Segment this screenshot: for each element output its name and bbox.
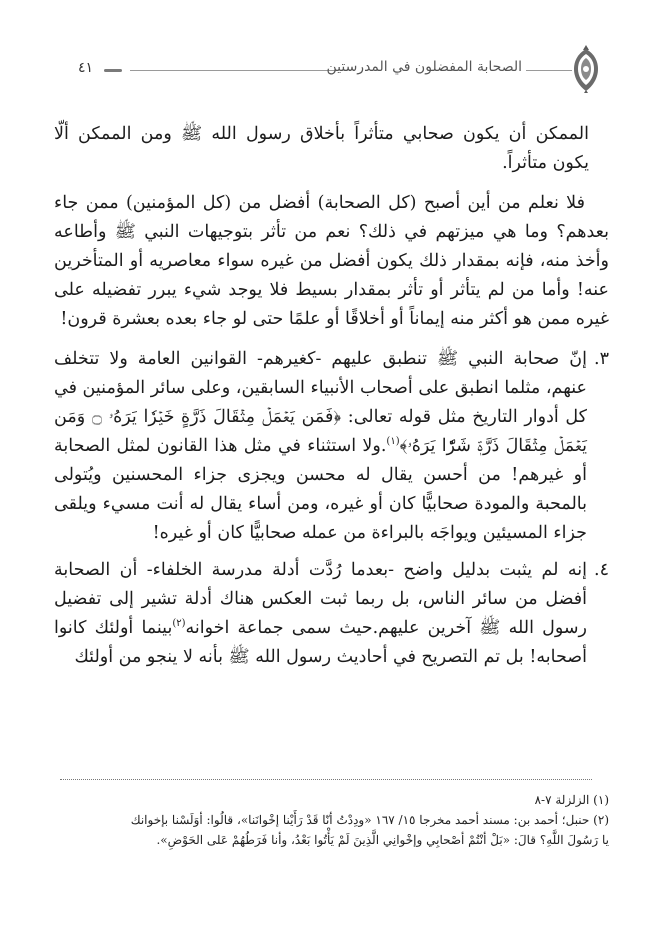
list-item-text: [54, 345, 587, 548]
footnotes: [49, 790, 609, 850]
paragraph: فلا نعلم من أين أصبح (كل الصحابة) أفضل من (كل المؤمنين) ممن جاء بعدهم؟ وما هي ميزتهم في ذلك؟ نعم من تأثر بتوجيهات النبي ﷺ وأطاعه وأخذ منه، فإنه بمقدار ذلك يكون أفضل من غيره سواء معاصريه أو المتأخرين عنه! وأما من لم يتأثر أو تأثر بمقدار بسيط فلا يوجد شيء يبرر تفضيله على غيره ممن هو أكثر منه إيماناً أو أخلاقًا أو علمًا حتى لو جاء بعده بعشرة قرون!: [54, 193, 609, 329]
text-segment: بينما أولئك كانوا أصحابه! بل تم التصريح في أحاديث رسول الله ﷺ بأنه لا ينجو من أولئك: [54, 618, 587, 667]
footnote-ref[interactable]: (١): [386, 436, 400, 448]
list-item-text: [54, 556, 587, 672]
text-segment: .ولا استثناء في مثل هذا القانون لمثل الصحابة أو غيرهم! من أحسن يقال له محسن ويجزى جزاء المحسنين ويُتولى بالمحبة والمودة صحابيًّا كان أو غيره، ومن أساء يقال له أنت مسيء ويلقى جزاء المسيئين ويواجَه بالبراءة من عمله صحابيًّا كان أو غيره!: [54, 436, 587, 543]
list-item-number: ٣.: [594, 349, 609, 369]
running-title: الصحابة المفضلون في المدرستين: [326, 59, 522, 75]
list-item: [54, 556, 609, 672]
list-item-number: ٤.: [594, 560, 609, 580]
page-number: ٤١: [78, 60, 94, 76]
quran-verse: ﴿فَمَن يَعۡمَلۡ مِثۡقَالَ ذَرَّةٍ خَيۡرٗا يَرَهُۥ ۝ وَمَن يَعۡمَلۡ مِثۡقَالَ ذَرَّةٖ شَرّٗا يَرَهُۥ﴾: [54, 407, 587, 456]
page-number-dash: [104, 69, 122, 72]
paragraph: الممكن أن يكون صحابي متأثراً بأخلاق رسول الله ﷺ ومن الممكن ألّا يكون متأثراً.: [54, 124, 589, 173]
list-item: [54, 345, 609, 548]
main-text: [54, 120, 609, 680]
text-segment: إنه لم يثبت بدليل واضح -بعدما رُدَّت أدلة مدرسة الخلفاء- أن الصحابة أفضل من سائر الناس، بل ربما ثبت العكس هناك أدلة تشير إلى تفضيل رسول الله ﷺ آخرين عليهم.حيث سمى جماعة اخوانه: [54, 560, 587, 638]
footnote: (١) الزلزلة ٧-٨: [534, 793, 609, 807]
text-segment: إنّ صحابة النبي ﷺ تنطبق عليهم -كغيرهم- القوانين العامة ولا تتخلف عنهم، مثلما انطبق على أصحاب الأنبياء السابقين، وعلى سائر المؤمنين في كل أدوار التاريخ مثل قوله تعالى:: [54, 349, 588, 427]
ornament-lantern-icon: [571, 44, 601, 94]
footnote-ref[interactable]: (٢): [172, 618, 186, 630]
header-rule-left: [130, 70, 336, 71]
footnote-continuation: يا رَسُولَ اللَّهِ؟ قالَ: «بَلْ أنْتُمْ أصْحابِي وإخْوانِي الَّذِينَ لَمْ يَأْتُوا بَعْدُ، وأنا فَرَطُهُمْ عَلى الحَوْضِ».: [156, 833, 609, 847]
header-rule-right: [526, 70, 572, 71]
footnote-separator: [60, 779, 592, 780]
footnote: (٢) حنبل؛ أحمد بن: مسند أحمد مخرجا ١٥/ ١٦٧ «ودِدْتُ أنّا قَدْ رَأَيْنا إخْوانَنا»، قالُوا: أوَلَسْنا بإخوانك: [130, 813, 609, 827]
page-header: [66, 54, 626, 94]
